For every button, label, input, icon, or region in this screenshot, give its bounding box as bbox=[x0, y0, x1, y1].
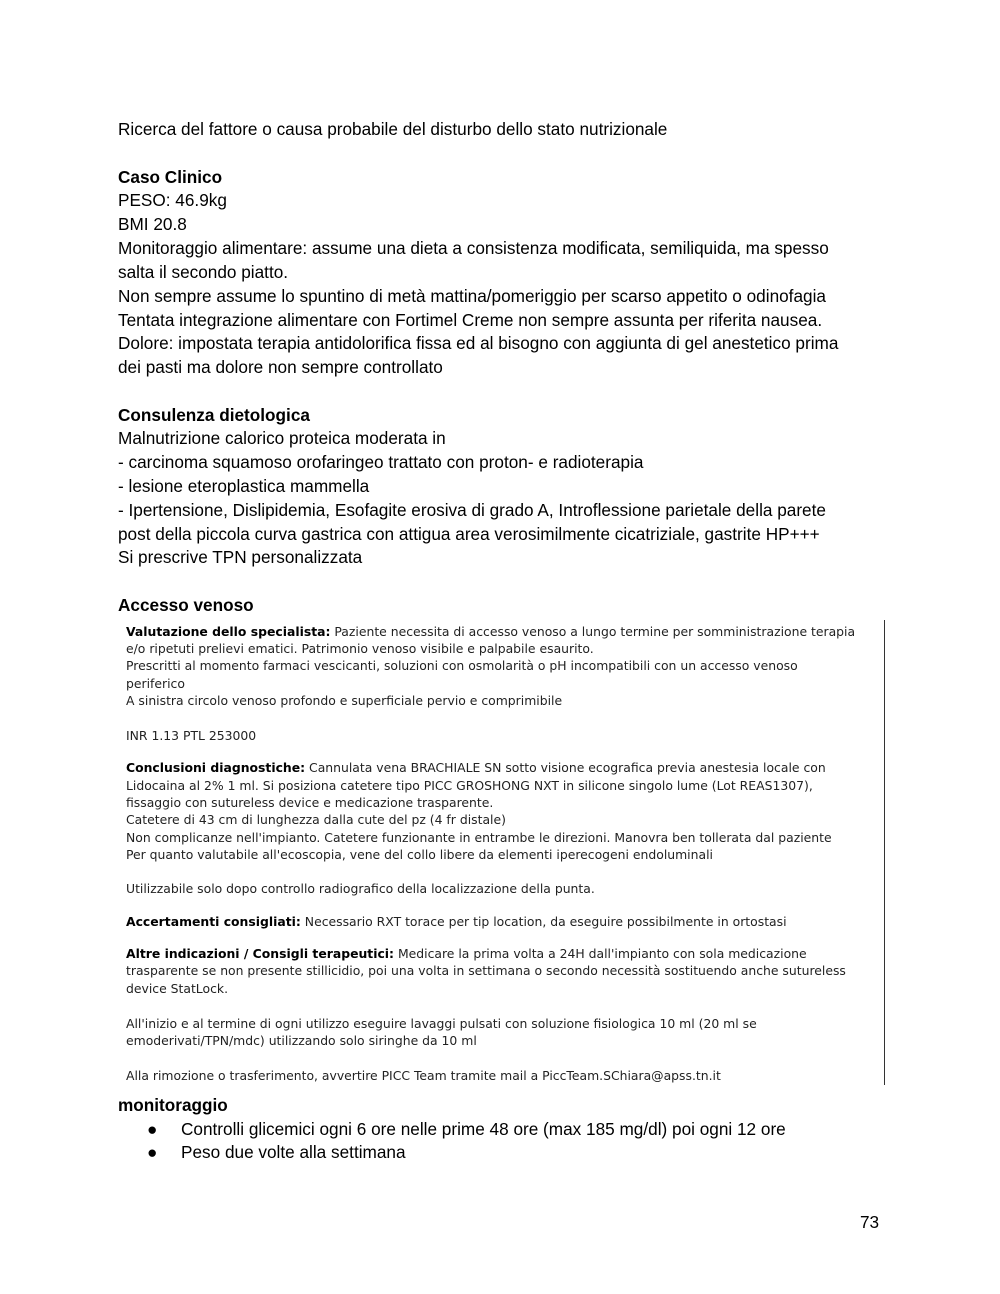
valutazione-line: A sinistra circolo venoso profondo e superficiale pervio e comprimibile bbox=[126, 693, 563, 708]
conclusioni-line: Conclusioni diagnostiche: Cannulata vena BRACHIALE SN sotto visione ecografica previa anestesia locale con bbox=[126, 760, 826, 775]
page-number: 73 bbox=[860, 1212, 880, 1232]
altre-indicazioni-line: device StatLock. bbox=[126, 981, 229, 996]
caso-line-peso: PESO: 46.9kg bbox=[118, 190, 227, 210]
utilizzabile-line: Utilizzabile solo dopo controllo radiografico della localizzazione della punta. bbox=[126, 881, 595, 896]
valutazione-label: Valutazione dello specialista: bbox=[126, 624, 331, 639]
rimozione-line: Alla rimozione o trasferimento, avvertire PICC Team tramite mail a PiccTeam.SChiara@apss.tn.it bbox=[126, 1068, 721, 1083]
accertamenti-line: Accertamenti consigliati: Necessario RXT torace per tip location, da eseguire possibilmente in ortostasi bbox=[126, 914, 787, 929]
list-item bbox=[147, 1117, 786, 1141]
list-item-text: Peso due volte alla settimana bbox=[181, 1142, 406, 1162]
intro-text: Ricerca del fattore o causa probabile del disturbo dello stato nutrizionale bbox=[118, 119, 668, 139]
consulenza-line: - carcinoma squamoso orofaringeo trattato con proton- e radioterapia bbox=[118, 452, 644, 472]
caso-line: dei pasti ma dolore non sempre controllato bbox=[118, 357, 443, 377]
caso-line: Dolore: impostata terapia antidolorifica fissa ed al bisogno con aggiunta di gel anestetico prima bbox=[118, 333, 839, 353]
conclusioni-line: Catetere di 43 cm di lunghezza dalla cute del pz (4 fr distale) bbox=[126, 812, 506, 827]
caso-clinico-heading: Caso Clinico bbox=[118, 167, 223, 187]
consulenza-line: Malnutrizione calorico proteica moderata in bbox=[118, 428, 446, 448]
consulenza-line: - Ipertensione, Dislipidemia, Esofagite erosiva di grado A, Introflessione parietale della parete bbox=[118, 500, 826, 520]
valutazione-line: periferico bbox=[126, 676, 185, 691]
conclusioni-line: fissaggio con sutureless device e medicazione trasparente. bbox=[126, 795, 494, 810]
conclusioni-line: Non complicanze nell'impianto. Catetere funzionante in entrambe le direzioni. Manovra ben tollerata dal paziente bbox=[126, 830, 832, 845]
caso-line: Non sempre assume lo spuntino di metà mattina/pomeriggio per scarso appetito o odinofagia bbox=[118, 286, 826, 306]
valutazione-line: Prescritti al momento farmaci vescicanti, soluzioni con osmolarità o pH incompatibili con un accesso venoso bbox=[126, 658, 798, 673]
consulenza-line: Si prescrive TPN personalizzata bbox=[118, 547, 363, 567]
conclusioni-label: Conclusioni diagnostiche: bbox=[126, 760, 306, 775]
altre-indicazioni-line: Altre indicazioni / Consigli terapeutici: Medicare la prima volta a 24H dall'impianto con sola medicazione bbox=[126, 946, 807, 961]
lavaggi-line: emoderivati/TPN/mdc) utilizzando solo siringhe da 10 ml bbox=[126, 1033, 477, 1048]
consulenza-line: post della piccola curva gastrica con attigua area verosimilmente cicatriziale, gastrite HP+++ bbox=[118, 524, 820, 544]
lavaggi-line: All'inizio e al termine di ogni utilizzo eseguire lavaggi pulsati con soluzione fisiologica 10 ml (20 ml se bbox=[126, 1016, 757, 1031]
altre-indicazioni-label: Altre indicazioni / Consigli terapeutici: bbox=[126, 946, 395, 961]
list-item-text: Controlli glicemici ogni 6 ore nelle prime 48 ore (max 185 mg/dl) poi ogni 12 ore bbox=[181, 1119, 786, 1139]
bullet-icon: ● bbox=[147, 1119, 158, 1139]
consulenza-line: - lesione eteroplastica mammella bbox=[118, 476, 370, 496]
accertamenti-label: Accertamenti consigliati: bbox=[126, 914, 301, 929]
inr-ptl-line: INR 1.13 PTL 253000 bbox=[126, 728, 257, 743]
altre-indicazioni-line: trasparente se non presente stillicidio, poi una volta in settimana o secondo necessità sostituendo anche sutureless bbox=[126, 963, 846, 978]
accesso-venoso-heading: Accesso venoso bbox=[118, 595, 254, 615]
monitoraggio-heading: monitoraggio bbox=[118, 1095, 228, 1115]
caso-line-bmi: BMI 20.8 bbox=[118, 214, 187, 234]
conclusioni-line: Lidocaina al 2% 1 ml. Si posiziona catetere tipo PICC GROSHONG NXT in silicone singolo lume (Lot REAS1307), bbox=[126, 778, 813, 793]
caso-line: Monitoraggio alimentare: assume una dieta a consistenza modificata, semiliquida, ma spesso bbox=[118, 238, 829, 258]
caso-line: salta il secondo piatto. bbox=[118, 262, 289, 282]
picc-report-box bbox=[118, 620, 885, 1085]
valutazione-line: Valutazione dello specialista: Paziente necessita di accesso venoso a lungo termine per somministrazione terapia bbox=[126, 624, 856, 639]
consulenza-heading: Consulenza dietologica bbox=[118, 405, 310, 425]
conclusioni-line: Per quanto valutabile all'ecoscopia, vene del collo libere da elementi iperecogeni endoluminali bbox=[126, 847, 713, 862]
valutazione-line: e/o ripetuti prelievi ematici. Patrimonio venoso visibile e palpabile esaurito. bbox=[126, 641, 594, 656]
caso-line: Tentata integrazione alimentare con Fortimel Creme non sempre assunta per riferita nausea. bbox=[118, 310, 823, 330]
list-item bbox=[147, 1140, 406, 1164]
bullet-icon: ● bbox=[147, 1142, 158, 1162]
